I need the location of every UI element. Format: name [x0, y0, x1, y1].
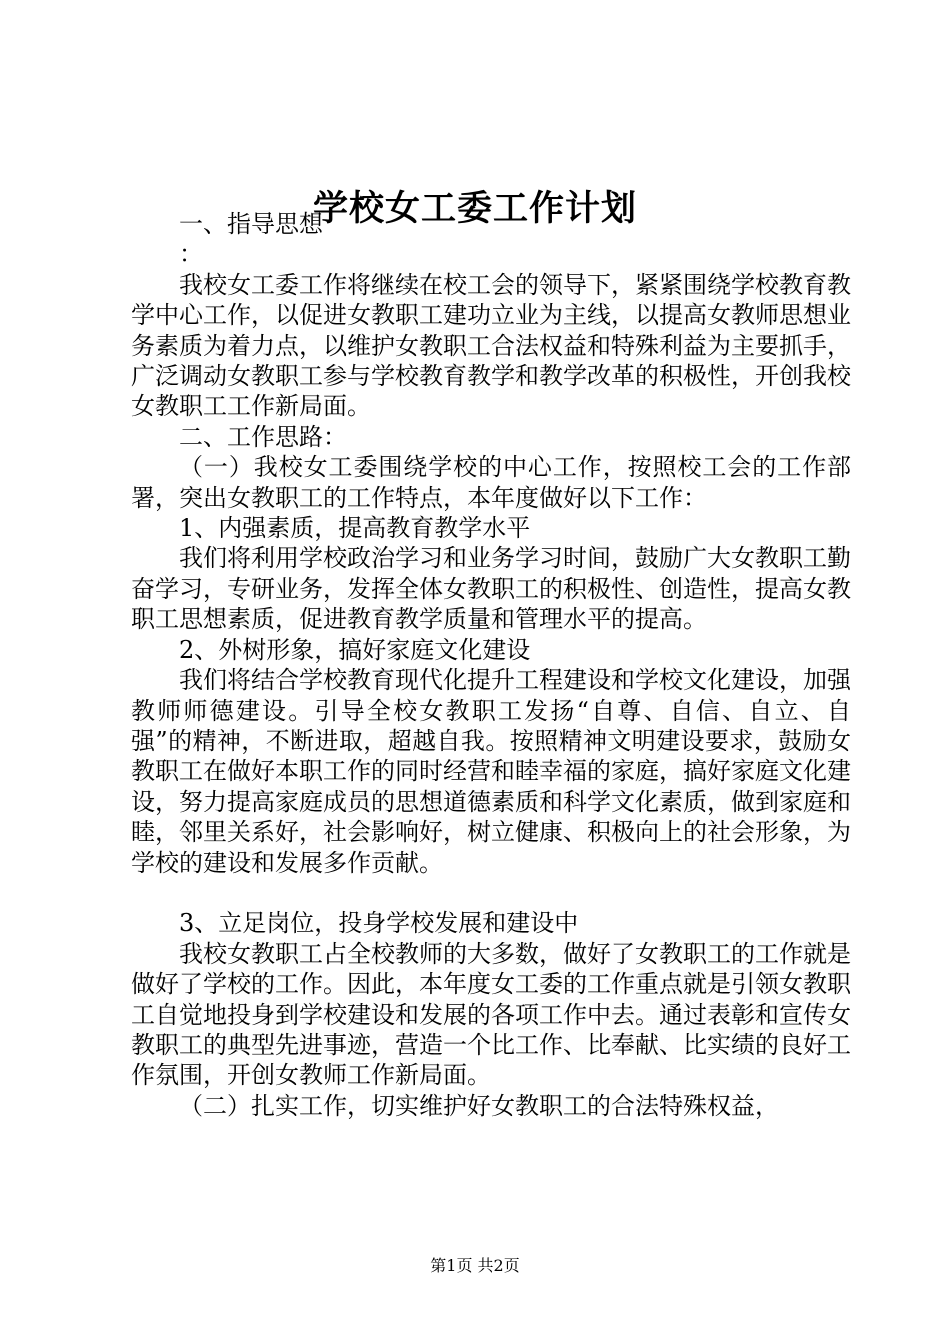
blank-line [131, 878, 851, 908]
colon-line: ： [179, 240, 203, 269]
heading-guiding-thought: 一、指导思想 [179, 210, 323, 238]
subheading-item-3: 3、立足岗位，投身学校发展和建设中 [179, 909, 579, 938]
subheading-item-1: 1、内强素质，提高教育教学水平 [179, 514, 531, 543]
paragraph-item-3: 我校女教职工占全校教师的大多数，做好了女教职工的工作就是做好了学校的工作。因此，本年度女工委的工作重点就是引领女教职工自觉地投身到学校建设和发展的各项工作中去。通过表彰和宣传女教职工的典型先进事迹，营造一个比工作、比奉献、比实绩的良好工作氛围，开创女教师工作新局面。 [131, 939, 851, 1090]
heading-work-approach: 二、工作思路： [179, 422, 347, 451]
document-body [131, 209, 851, 1121]
paragraph-guiding-thought: 我校女工委工作将继续在校工会的领导下，紧紧围绕学校教育教学中心工作，以促进女教职工建功立业为主线，以提高女教师思想业务素质为着力点，以维护女教职工合法权益和特殊利益为主要抓手，广泛调动女教职工参与学校教育教学和教学改革的积极性，开创我校女教职工工作新局面。 [131, 270, 851, 421]
paragraph-section-1-intro: （一）我校女工委围绕学校的中心工作，按照校工会的工作部署，突出女教职工的工作特点，本年度做好以下工作： [131, 453, 851, 512]
subheading-item-2: 2、外树形象，搞好家庭文化建设 [179, 635, 531, 664]
page-footer: 第1页 共2页 [430, 1256, 520, 1275]
paragraph-item-2: 我们将结合学校教育现代化提升工程建设和学校文化建设，加强教师师德建设。引导全校女教职工发扬“自尊、自信、自立、自强”的精神，不断进取，超越自我。按照精神文明建设要求，鼓励女教职工在做好本职工作的同时经营和睦幸福的家庭，搞好家庭文化建设，努力提高家庭成员的思想道德素质和科学文化素质，做到家庭和睦，邻里关系好，社会影响好，树立健康、积极向上的社会形象，为学校的建设和发展多作贡献。 [131, 666, 851, 877]
paragraph-section-2-intro: （二）扎实工作，切实维护好女教职工的合法特殊权益， [179, 1091, 779, 1120]
paragraph-item-1: 我们将利用学校政治学习和业务学习时间，鼓励广大女教职工勤奋学习，专研业务，发挥全体女教职工的积极性、创造性，提高女教职工思想素质，促进教育教学质量和管理水平的提高。 [131, 544, 851, 634]
document-title: 学校女工委工作计划 [312, 188, 637, 229]
